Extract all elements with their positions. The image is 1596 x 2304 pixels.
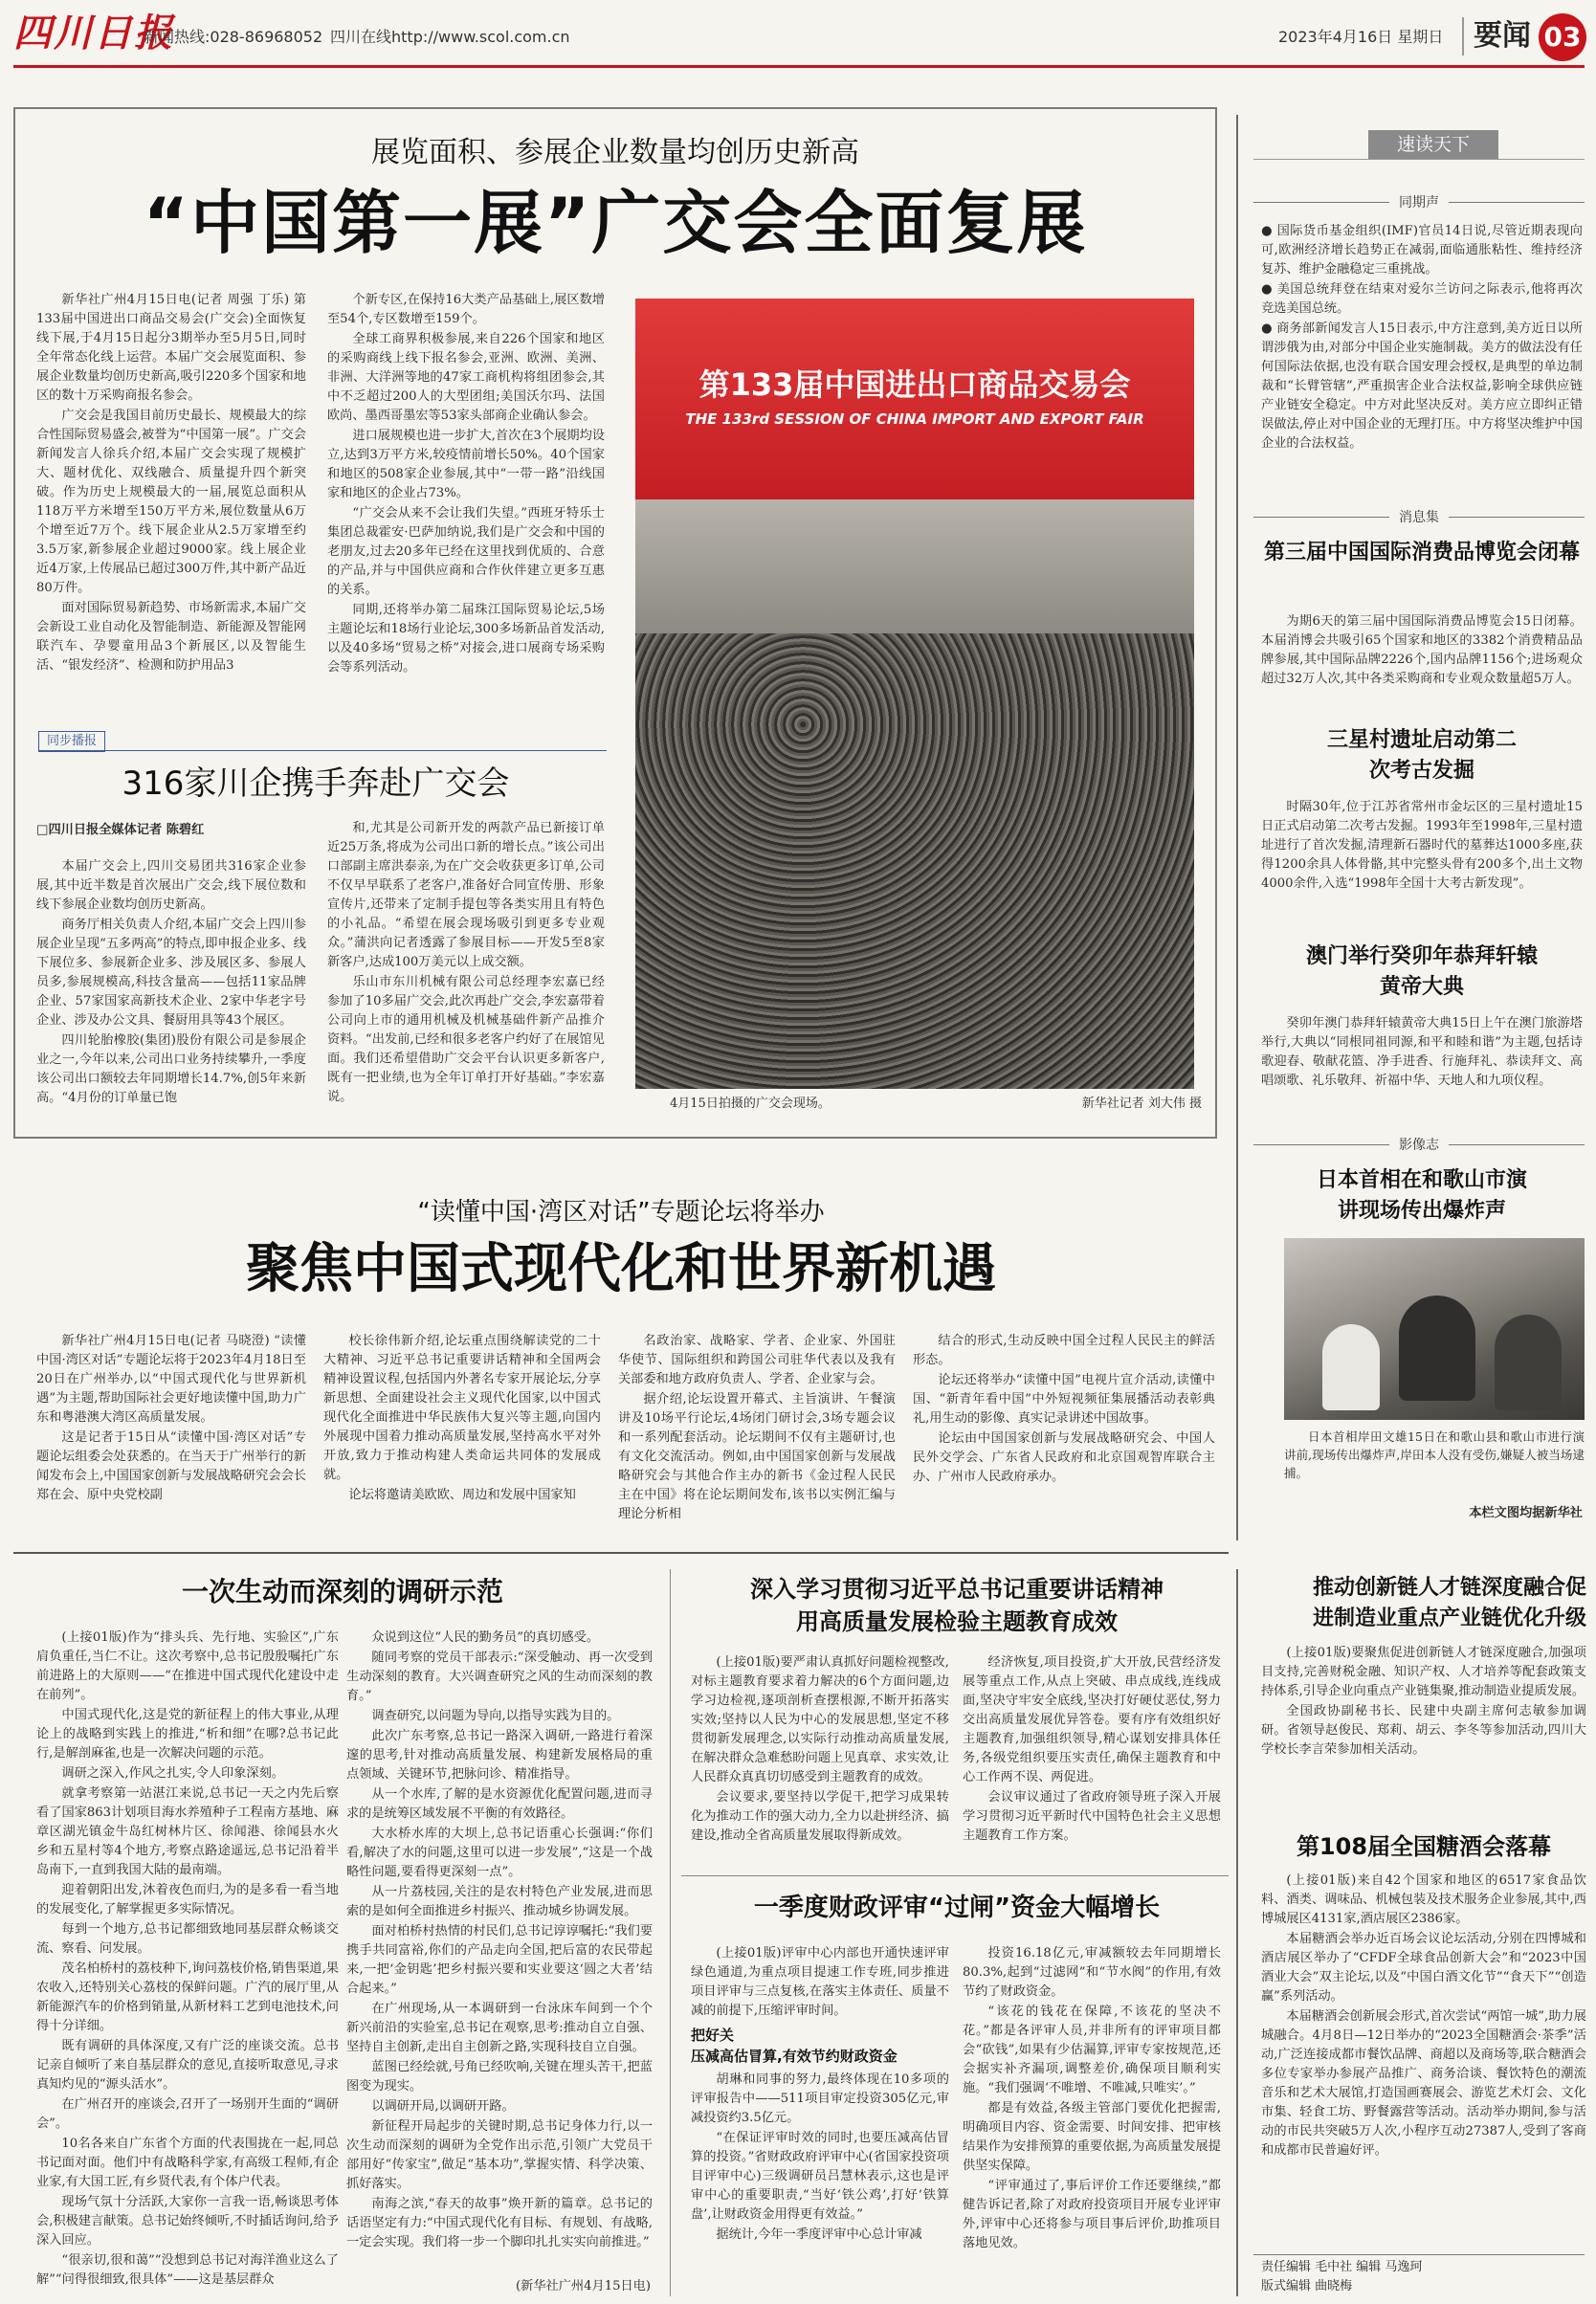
yingxiang-photo <box>1284 1238 1585 1420</box>
sub-column-1 <box>36 857 306 1116</box>
paragraph: 就拿考察第一站湛江来说,总书记一天之内先后察看了国家863计划项目海水养殖种子工程南方基地、麻章区湖光镇金牛岛红树林片区、徐闻港、徐闻县水火乡和五星村等4个地方,考察点路途遥远,总书记沿着半岛南下,一直到我国大陆的最南端。 <box>36 1786 339 1877</box>
paragraph: 据介绍,论坛设置开幕式、主旨演讲、午餐演讲及10场平行论坛,4场闭门研讨会,3场专题会议和一系列配套活动。论坛期间不仅有主题研讨,也有文化交流活动。例如,由中国国家创新与发展战略研究会与其他合作主办的新书《金过程人民民主在中国》将在论坛期间发布,该书以实例汇编与理论分析相 <box>618 1392 896 1521</box>
paragraph: 经济恢复,项目投资,扩大开放,民营经济发展等重点工作,从点上突破、串点成线,连线成面,坚决守牢安全底线,坚决打好硬仗恶仗,努力交出高质量发展优异答卷。要有序有效组织好主题教育,加强组织领导,精心谋划安排具体任务,各级党组织要压实责任,确保主题教育和中心工作两不误、两促进。 <box>963 1655 1221 1784</box>
bottom3-column-1 <box>691 1944 949 2298</box>
paragraph: “在保证评审时效的同时,也要压减高估冒算的投资。”省财政政府评审中心(省国家投资项目评审中心)三级调研员吕慧林表示,这也是评审中心的重要职责,“当好‘铁公鸡’,打好‘铁算盘’,让财政资金用得更有效益。” <box>691 2131 949 2222</box>
paragraph: 乐山市东川机械有限公司总经理李宏嘉已经参加了10多届广交会,此次再赴广交会,李宏嘉带着公司向上市的通用机械及机械基础件新产品推介资料。“出发前,已经和很多老客户约好了在展馆见面。我们还希望借助广交会平台认识更多新客户,既有一把业绩,也为全年订单打开好基础。”李宏嘉说。 <box>327 975 605 1104</box>
lead-column-1 <box>36 291 306 712</box>
paragraph: 和,尤其是公司新开发的两款产品已新接订单近25万条,将成为公司出口新的增长点。”该公司出口部副主席洪泰亲,为在广交会收获更多订单,公司不仅早早联系了老客户,准备好合同宣传册、形象宣传片,还带来了定制手提包等各类实用且有特色的小礼品。“希望在展会现场吸引到更多专业观众。”蒲洪向记者透露了参展目标——开发5至8家新客户,达成100万美元以上成交额。 <box>327 821 605 969</box>
forum-column-4 <box>913 1332 1215 1571</box>
lead-photo-credit: 新华社记者 刘大伟 摄 <box>1081 1097 1202 1111</box>
column-rule <box>670 1569 671 2296</box>
paragraph: 本届糖酒会创新展会形式,首次尝试“两馆一城”,助力展城融合。4月8日—12日举办的“2023全国糖酒会·茶季”活动,广泛连接成都市餐饮品牌、商超以及商场等,联合糖酒会多位专家举办参展产品推广、商务洽谈、餐饮特色的潮流音乐和艺术大展馆,打造国画赛展会、游览艺术灯会、文化市集、轻食工坊、野餐露营等活动。活动举办期间,参与活动的市民共突破5万人次,小程序互动27387人,受到了客商和成都市民普遍好评。 <box>1261 2009 1586 2158</box>
photo-banner-title: 第133届中国进出口商品交易会 <box>698 366 1131 403</box>
paragraph: 论坛还将举办“读懂中国”电视片宣介活动,读懂中国、“新青年看中国”中外短视频征集展播活动表彰典礼,用生动的影像、真实记录讲述中国故事。 <box>913 1373 1215 1426</box>
rencai-title: 推动创新链人才链深度融合促进制造业重点产业链优化升级 <box>1312 1576 1586 1630</box>
yingxiang-caption <box>1284 1428 1585 1504</box>
paragraph: 调查研究,以问题为导向,以指导实践为目的。 <box>371 1709 620 1723</box>
xiaoxi-item-body <box>1261 1014 1583 1129</box>
paragraph: (上接01版)要严肃认真抓好问题检视整改,对标主题教育要求着力解决的6个方面问题,边学习边检视,逐项剖析查摆根源,不断开拓落实实效;坚持以人民为中心的发展思想,坚定不移贯彻新发展理念,以实际行动推动高质量发展,在解决群众急难愁盼问题上见真章、求实效,让人民群众真真切切感受到主题教育的成效。 <box>691 1655 949 1784</box>
section-rule <box>681 1875 1229 1876</box>
yingxiang-label <box>1253 1135 1585 1154</box>
xiaoxi-item-body <box>1261 612 1583 718</box>
sub-headline: 316家川企携手奔赴广交会 <box>122 764 510 803</box>
forum-headline: 聚焦中国式现代化和世界新机遇 <box>246 1238 996 1300</box>
list-item-text: 商务部新闻发言人15日表示,中方注意到,美方近日以所谓涉俄为由,对部分中国企业实施制裁。美方的做法没有任何国际法依据,也没有联合国安理会授权,是典型的单边制裁和“长臂管辖”,严重损害企业合法权益,影响全球供应链产业链安全稳定。中方对此坚决反对。美方应立即纠正错误做法,停止对中国企业的无理打压。中方将坚决维护中国企业的合法权益。 <box>1261 321 1583 451</box>
paragraph: 从一个水库,了解的是水资源优化配置问题,进而寻求的是统筹区域发展不平衡的有效路径。 <box>346 1787 653 1821</box>
tangjiu-body <box>1261 1872 1586 2249</box>
bottom2-headline-2: 用高质量发展检验主题教育成效 <box>796 1608 1118 1635</box>
tongqiu-label-text: 同期声 <box>1389 192 1449 211</box>
forum-column-3 <box>618 1332 896 1571</box>
forum-column-2 <box>323 1332 601 1571</box>
paragraph: (上接01版)要聚焦促进创新链人才链深度融合,加强项目支持,完善财税金融、知识产权、人才培养等配套政策支持体系,引导企业向重点产业链集聚,推动制造业提质发展。 <box>1261 1646 1586 1698</box>
paragraph: 全国政协副秘书长、民建中央副主席何志敏参加调研。省领导赵俊民、郑莉、胡云、李冬等参加活动,四川大学校长李言荣参加相关活动。 <box>1261 1704 1586 1757</box>
paragraph: 会议要求,要坚持以学促干,把学习成果转化为推动工作的强大动力,全力以赴拼经济、搞建设,推动全省高质量发展取得新成效。 <box>691 1790 949 1843</box>
section-rule <box>13 1552 1229 1554</box>
sidebar-divider <box>1236 115 1238 1540</box>
bottom3-column-2 <box>963 1944 1221 2298</box>
bottom1-column-2 <box>346 1628 653 2275</box>
list-item: ● 国际货币基金组织(IMF)官员14日说,尽管近期表现向可,欧洲经济增长趋势正在减弱,面临通胀粘性、维持经济复苏、维护金融稳定三重挑战。 <box>1261 224 1583 277</box>
masthead-logo: 四川日报 <box>13 11 174 55</box>
paragraph: 胡琳和同事的努力,最终体现在10多项的评审报告中——511项目审定投资305亿元,审减投资约3.5亿元。 <box>691 2072 949 2125</box>
paragraph: 论坛由中国国家创新与发展战略研究会、中国人民外交学会、广东省人民政府和北京国观智库联合主办、广州市人民政府承办。 <box>913 1431 1215 1484</box>
bottom1-column-1 <box>36 1628 339 2294</box>
lead-headline: “中国第一展”广交会全面复展 <box>143 183 1088 263</box>
paragraph: 个新专区,在保持16大类产品基础上,展区数增至54个,专区数增至159个。 <box>327 293 605 326</box>
paragraph: 论坛将邀请美欧欧、周边和发展中国家知 <box>348 1488 576 1502</box>
paragraph: 这是记者于15日从“读懂中国·湾区对话”专题论坛组委会处获悉的。在当天于广州举行的新闻发布会上,中国国家创新与发展战略研究会会长郑在会、原中央党校副 <box>36 1430 306 1502</box>
lead-column-2 <box>327 291 605 712</box>
paragraph: 同期,还将举办第二届珠江国际贸易论坛,5场主题论坛和18场行业论坛,300多场新品首发活动,以及40多场“贸易之桥”对接会,进口展商专场采购会等系列活动。 <box>327 603 605 675</box>
tongqiu-label <box>1253 192 1585 211</box>
bottom2-headline: 深入学习贯彻习近平总书记重要讲话精神 <box>750 1576 1164 1603</box>
sub-tag-rule <box>38 750 607 751</box>
paragraph: 广交会是我国目前历史最长、规模最大的综合性国际贸易盛会,被誉为“中国第一展”。广交会新闻发言人徐兵介绍,本届广交会实现了规模扩大、题材优化、双线融合、质量提升四个新突破。作为历史上规模最大的一届,展览总面积从118万平方米增至150万平方米,展位数量从6万个增至近7万个。线下展企业从2.5万家增至约3.5万家,新参展企业超过9000家。线上展企业近4万家,上传展品已超过300万件,其中新产品近80万件。 <box>36 409 306 595</box>
paragraph: 蓝图已经绘就,号角已经吹响,关键在埋头苦干,把蓝图变为现实。 <box>346 2060 653 2094</box>
editors-rule <box>1253 2254 1585 2255</box>
xiaoxi-item-title: 第三届中国国际消费品博览会闭幕 <box>1263 541 1580 565</box>
photo-figure <box>1495 1315 1562 1410</box>
paragraph: 面对国际贸易新趋势、市场新需求,本届广交会新设工业自动化及智能制造、新能源及智能网联汽车、孕婴童用品3个新展区,以及智能生活、“银发经济”、检测和防护用品3 <box>36 601 306 673</box>
paragraph: 新征程开局起步的关键时期,总书记身体力行,以一次生动而深刻的调研为全党作出示范,引领广大党员干部用好“传家宝”,做足“基本功”,掌握实情、科学决策、抓好落实。 <box>346 2119 653 2191</box>
photo-banner-subtitle: THE 133rd SESSION OF CHINA IMPORT AND EXPORT FAIR <box>685 410 1144 428</box>
masthead-page-number: 03 <box>1539 13 1586 61</box>
paragraph: 都是有效益,各级主管部门要优化把握需,明确项目内容、资金需要、时间安排、把审核结果作为安排预算的重要依据,为高质量发展提供坚实保障。 <box>963 2101 1221 2173</box>
yingxiang-title: 日本首相在和歌山市演讲现场传出爆炸声 <box>1316 1168 1527 1223</box>
paragraph: 在广州现场,从一本调研到一台泳床车间到一个个新兴前沿的实验室,总书记在观察,思考:推动自立自强、坚持自主创新,走出自主创新之路,实现科技自立自强。 <box>346 2002 653 2054</box>
paragraph: 新华社广州4月15日电(记者 周强 丁乐) 第133届中国进出口商品交易会(广交会)全面恢复线下展,于4月15日起分3期举办至5月5日,同时全年常态化线上运营。本届广交会展览面积、参展企业数量均创历史新高,吸引220多个国家和地区的数十万采购商报名参会。 <box>36 293 306 403</box>
list-item: ● 美国总统拜登在结束对爱尔兰访问之际表示,他将再次竞选美国总统。 <box>1261 282 1583 316</box>
paragraph: 名政治家、战略家、学者、企业家、外国驻华使节、国际组织和跨国公司驻华代表以及我有关部委和地方政府负责人、学者、企业家与会。 <box>618 1334 896 1386</box>
masthead-rule <box>13 65 1585 68</box>
paragraph: 商务厅相关负责人介绍,本届广交会上四川参展企业呈现“五多两高”的特点,即申报企业多、线下展位多、参展新企业多、涉及展区多、参展人员多,参展规模高,科技含量高——包括11家品牌企业、57家国家高新技术企业、2家中华老字号企业、涉及办公文具、餐厨用具等43个展区。 <box>36 918 306 1028</box>
paragraph: 为期6天的第三届中国国际消费品博览会15日闭幕。本届消博会共吸引65个国家和地区的3382个消费精品品牌参展,其中国际品牌2226个,国内品牌1156个;进场观众超过32万人次,其中各类采购商和专业观众数量超5万人。 <box>1261 614 1583 686</box>
xiaoxi-item-body <box>1261 798 1583 928</box>
list-item-text: 国际货币基金组织(IMF)官员14日说,尽管近期表现向可,欧洲经济增长趋势正在减弱,面临通胀粘性、维持经济复苏、维护金融稳定三重挑战。 <box>1261 224 1583 277</box>
paragraph: 癸卯年澳门恭拜轩辕黄帝大典15日上午在澳门旅游塔举行,大典以“同根同祖同源,和平和睦和谐”为主题,包括诗歌迎春、敬献花篮、净手进香、行施拜礼、恭读拜文、高唱颂歌、礼乐敬拜、祈福中华、天地人和九项仪程。 <box>1261 1016 1583 1088</box>
paragraph: 日本首相岸田文雄15日在和歌山县和歌山市进行演讲前,现场传出爆炸声,岸田本人没有受伤,嫌疑人被当场逮捕。 <box>1284 1429 1585 1480</box>
sidebar-header-rule <box>1253 159 1585 160</box>
sub-column-2 <box>327 819 605 1116</box>
bottom2-column-2 <box>963 1653 1221 1868</box>
bottom3-sub-headline: 压减高估冒算,有效节约财政资金 <box>691 2048 898 2065</box>
paragraph: 茂名柏桥村的荔枝种下,询问荔枝价格,销售渠道,果农收入,还特别关心荔枝的保鲜问题。广汽的展厅里,从新能源汽车的价格到销量,从新材料工艺到电池技术,问得十分详细。 <box>36 1961 339 2033</box>
paragraph: 众说到这位“人民的勤务员”的真切感受。 <box>371 1630 600 1645</box>
paragraph: 以调研开局,以调研开路。 <box>371 2099 515 2114</box>
paragraph: 在广州召开的座谈会,召开了一场别开生面的“调研会”。 <box>36 2097 339 2131</box>
tangjiu-title: 第108届全国糖酒会落幕 <box>1296 1833 1552 1860</box>
editors-credit: 版式编辑 曲晓梅 <box>1261 2279 1353 2293</box>
masthead-website: 四川在线http://www.scol.com.cn <box>330 28 570 46</box>
photo-figure <box>1322 1324 1380 1410</box>
editors-credit: 责任编辑 毛中社 编辑 马逸珂 <box>1261 2260 1423 2274</box>
bottom2-column-1 <box>691 1653 949 1868</box>
paragraph: 此次广东考察,总书记一路深入调研,一路进行着深邃的思考,针对推动高质量发展、构建新发展格局的重点领域、关键环节,把脉问诊、精准指导。 <box>346 1729 653 1782</box>
bottom1-headline: 一次生动而深刻的调研示范 <box>181 1576 503 1607</box>
list-item-text: 美国总统拜登在结束对爱尔兰访问之际表示,他将再次竞选美国总统。 <box>1261 282 1583 316</box>
masthead-section: 要闻 <box>1474 19 1531 53</box>
paragraph: 既有调研的具体深度,又有广泛的座谈交流。总书记亲自倾听了来自基层群众的意见,直接听取意见,寻求真知灼见的“源头活水”。 <box>36 2039 339 2092</box>
paragraph: 校长徐伟新介绍,论坛重点围绕解读党的二十大精神、习近平总书记重要讲话精神和全国两会精神设置议程,包括国内外著名专家开展论坛,分享新思想、全面建设社会主义现代化国家,以中国式现代化全面推进中华民族伟大复兴等主题,向国内外展现中国着力推动高质量发展,坚持高水平对外开放,致力于推动构建人类命运共同体的发展成就。 <box>323 1334 601 1482</box>
lead-kicker: 展览面积、参展企业数量均创历史新高 <box>371 136 859 169</box>
list-item: ● 商务部新闻发言人15日表示,中方注意到,美方近日以所谓涉俄为由,对部分中国企业实施制裁。美方的做法没有任何国际法依据,也没有联合国安理会授权,是典型的单边制裁和“长臂管辖”,严重损害企业合法权益,影响全球供应链产业链安全稳定。中方对此坚决反对。美方应立即纠正错误做法,停止对中国企业的无理打压。中方将坚决维护中国企业的合法权益。 <box>1261 321 1583 451</box>
paragraph: 从一片荔枝园,关注的是农村特色产业发展,进而思索的是如何全面推进乡村振兴、推动城乡协调发展。 <box>346 1885 653 1918</box>
bottom1-dateline: (新华社广州4月15日电) <box>516 2279 651 2293</box>
paragraph: 投资16.18亿元,审减额较去年同期增长80.3%,起到“过滤网”和“节水阀”的作用,有效节约了财政资金。 <box>963 1946 1221 1999</box>
photo-crowd <box>635 633 1194 1089</box>
xiaoxi-item-title: 澳门举行癸卯年恭拜轩辕黄帝大典 <box>1305 944 1538 999</box>
lead-photo-caption: 4月15日拍摄的广交会现场。 <box>670 1097 831 1111</box>
paragraph: 据统计,今年一季度评审中心总计审减 <box>716 2227 922 2242</box>
sub-tag: 同步播报 <box>38 731 105 752</box>
sidebar-header: 速读天下 <box>1368 130 1498 159</box>
masthead-divider <box>1462 17 1464 55</box>
masthead <box>0 0 1596 67</box>
paragraph: 大水桥水库的大坝上,总书记语重心长强调:“你们看,解决了水的问题,这里可以进一步发展”,“这是一个战略性问题,要看得更深刻一点”。 <box>346 1827 653 1879</box>
forum-kicker: “读懂中国·湾区对话”专题论坛将举办 <box>417 1198 825 1227</box>
paragraph: 随同考察的党员干部表示:“深受触动、再一次受到生动深刻的教育。大兴调查研究之风的生动而深刻的教育。” <box>346 1650 653 1703</box>
paragraph: 全球工商界积极参展,来自226个国家和地区的采购商线上线下报名参会,亚洲、欧洲、美洲、非洲、大洋洲等地的47家工商机构将组团参会,其中不乏超过200人的大型团组;美国沃尔玛、法国欧尚、墨西哥墨宏等53家头部商企业确认参会。 <box>327 332 605 423</box>
xiaoxi-label-text: 消息集 <box>1389 507 1449 526</box>
paragraph: 新华社广州4月15日电(记者 马晓澄) “读懂中国·湾区对话”专题论坛将于2023年4月18日至20日在广州举办,以“中国式现代化与世界新机遇”为主题,帮助国际社会更好地读懂中国,助力广东和粤港澳大湾区高质量发展。 <box>36 1334 306 1425</box>
paragraph: 中国式现代化,这是党的新征程上的伟大事业,从理论上的战略到实践上的推进,“析和细”在哪?总书记此行,是解剖麻雀,也是一次解决问题的示范。 <box>36 1708 339 1761</box>
bottom3-sub-kicker: 把好关 <box>691 2027 735 2044</box>
bottom3-headline: 一季度财政评审“过闸”资金大幅增长 <box>753 1894 1161 1922</box>
paragraph: “该花的钱花在保障,不该花的坚决不花。”都是各评审人员,并非所有的评审项目都会“砍钱”,如果有少估漏算,评审专家按规范,还会据实补齐漏项,调整差价,确保项目顺利实施。“我们强调‘不唯增、不唯减,只唯实’。” <box>963 2005 1221 2095</box>
paragraph: (上接01版)作为“排头兵、先行地、实验区”,广东肩负重任,当仁不让。这次考察中,总书记殷殷嘱托广东前进路上的大原则——“在推进中国式现代化建设中走在前列”。 <box>36 1630 339 1702</box>
lead-photo <box>635 299 1194 1089</box>
yingxiang-label-text: 影像志 <box>1389 1135 1449 1154</box>
paragraph: 四川轮胎橡胶(集团)股份有限公司是参展企业之一,今年以来,公司出口业务持续攀升,一季度该公司出口额较去年同期增长14.7%,创5年来新高。“4月份的订单量已饱 <box>36 1033 306 1105</box>
xiaoxi-item-title: 三星村遗址启动第二次考古发掘 <box>1326 728 1517 783</box>
photo-hall-ceiling <box>635 499 1194 633</box>
paragraph: 南海之滨,“春天的故事”焕开新的篇章。总书记的话语坚定有力:“中国式现代化有目标、有规划、有战略,一定会实现。我们将一步一个脚印扎扎实实向前推进。” <box>346 2197 653 2249</box>
paragraph: 时隔30年,位于江苏省常州市金坛区的三星村遗址15日正式启动第二次考古发掘。1993年至1998年,三星村遗址进行了首次发掘,清理新石器时代的墓葬达1000多座,获得1200余具人体骨骼,其中完整头骨有200多个,出土文物4000余件,入选“1998年全国十大考古新发现”。 <box>1261 800 1583 891</box>
paragraph: “广交会从来不会让我们失望。”西班牙特乐士集团总裁霍安·巴萨加纳说,我们是广交会和中国的老朋友,过去20多年已经在这里找到优质的、合意的产品,并与中国供应商和合作伙伴建立更多互惠的关系。 <box>327 506 605 597</box>
paragraph: 结合的形式,生动反映中国全过程人民民主的鲜活形态。 <box>913 1334 1215 1367</box>
paragraph: 面对柏桥村热情的村民们,总书记谆谆嘱托:“我们要携手共同富裕,你们的产品走向全国,把后富的农民带起来,一把‘金钥匙’把乡村振兴要和实业要这‘圆之大者’结合起来。” <box>346 1924 653 1996</box>
paragraph: “评审通过了,事后评价工作还要继续,”都健告诉记者,除了对政府投资项目开展专业评审外,评审中心还将参与项目事后评价,助推项目落地见效。 <box>963 2179 1221 2250</box>
paragraph: 本届糖酒会举办近百场会议论坛活动,分别在四博城和酒店展区举办了“CFDF全球食品创新大会”和“2023中国酒业大会”双主论坛,以及“中国白酒文化节”“食天下”“创造赢”系列活动。 <box>1261 1932 1586 2004</box>
paragraph: “很亲切,很和蔼”“没想到总书记对海洋渔业这么了解”“问得很细致,很具体”——这是基层群众 <box>36 2253 339 2287</box>
xiaoxi-label <box>1253 507 1585 526</box>
tongqiu-list <box>1261 222 1583 490</box>
sidebar-divider-lower <box>1236 1569 1238 2296</box>
yingxiang-credit: 本栏文图均据新华社 <box>1469 1506 1583 1520</box>
paragraph: 每到一个地方,总书记都细致地同基层群众畅谈交流、察看、问发展。 <box>36 1922 339 1956</box>
forum-column-1 <box>36 1332 306 1571</box>
paragraph: 本届广交会上,四川交易团共316家企业参展,其中近半数是首次展出广交会,线下展位数和线下参展企业数均创历史新高。 <box>36 859 306 912</box>
paragraph: 进口展规模也进一步扩大,首次在3个展期均设立,达到3万平方米,较疫情前增长50%。40个国家和地区的508家企业参展,其中“一带一路”沿线国家和地区的企业占73%。 <box>327 429 605 500</box>
photo-figure <box>1399 1296 1475 1401</box>
rencai-body <box>1261 1644 1586 1787</box>
paragraph: 现场气氛十分活跃,大家你一言我一语,畅谈思考体会,积极建言献策。总书记始终倾听,不时插话询问,给予深入回应。 <box>36 2195 339 2248</box>
paragraph: 10名各来自广东省个方面的代表围拢在一起,同总书记面对面。他们中有战略科学家,有高级工程师,有企业家,有大国工匠,有乡贤代表,有个体户代表。 <box>36 2137 339 2189</box>
paragraph: (上接01版)评审中心内部也开通快速评审绿色通道,为重点项目提速工作专班,同步推进项目评审与三点复核,在落实主体责任、质量不减的前提下,压缩评审时间。 <box>691 1946 949 2018</box>
paragraph: 调研之深入,作风之扎实,令人印象深刻。 <box>61 1766 284 1781</box>
masthead-date: 2023年4月16日 星期日 <box>1278 28 1444 46</box>
paragraph: 会议审议通过了省政府领导班子深入开展学习贯彻习近平新时代中国特色社会主义思想主题教育工作方案。 <box>963 1790 1221 1843</box>
paragraph: 迎着朝阳出发,沐着夜色而归,为的是多看一看当地的发展变化,了解掌握更多实际情况。 <box>36 1883 339 1916</box>
paragraph: (上接01版)来自42个国家和地区的6517家食品饮料、酒类、调味品、机械包装及技术服务企业参展,其中,西博城展区4131家,酒店展区2386家。 <box>1261 1873 1586 1926</box>
masthead-hotline: 新闻热线:028-86968052 <box>144 28 323 46</box>
sub-byline: □四川日报全媒体记者 陈碧红 <box>36 823 205 837</box>
